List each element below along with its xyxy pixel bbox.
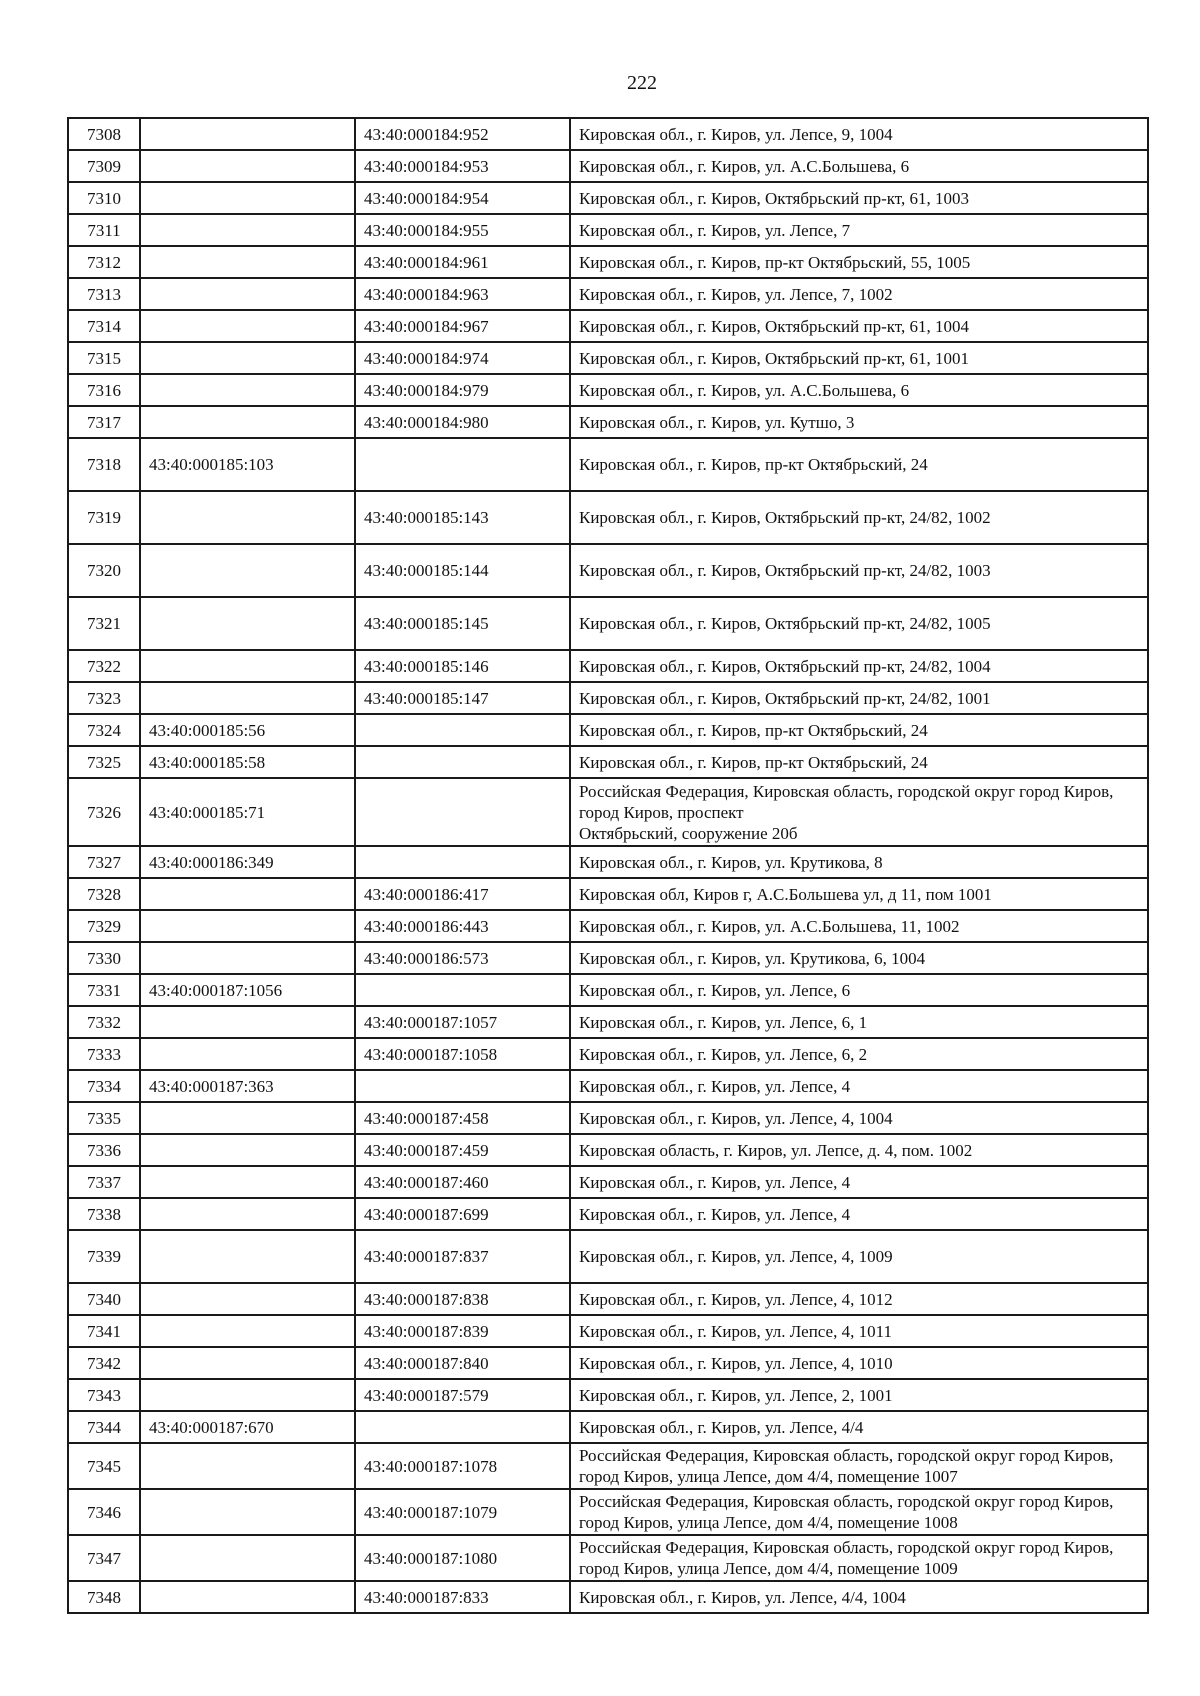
table-row [68, 1038, 1148, 1070]
table-row [68, 878, 1148, 910]
row-number-cell: 7321 [68, 597, 140, 650]
premises-cadastral-cell [355, 1411, 570, 1443]
address-cell: Кировская обл., г. Киров, ул. Кутшо, 3 [570, 406, 1148, 438]
row-number-cell: 7319 [68, 491, 140, 544]
address-cell: Кировская обл., г. Киров, Октябрьский пр-кт, 24/82, 1002 [570, 491, 1148, 544]
cadastral-number-cell [140, 278, 355, 310]
row-number-cell: 7343 [68, 1379, 140, 1411]
address-cell: Российская Федерация, Кировская область, городской округ город Киров, город Киров, улица Лепсе, дом 4/4, помещение 1009 [570, 1535, 1148, 1581]
row-number-cell: 7322 [68, 650, 140, 682]
table-row [68, 682, 1148, 714]
table-row [68, 746, 1148, 778]
address-cell: Кировская обл., г. Киров, Октябрьский пр-кт, 24/82, 1001 [570, 682, 1148, 714]
address-cell: Кировская обл., г. Киров, ул. Крутикова, 8 [570, 846, 1148, 878]
table-row [68, 1070, 1148, 1102]
premises-cadastral-cell: 43:40:000184:980 [355, 406, 570, 438]
row-number-cell: 7312 [68, 246, 140, 278]
row-number-cell: 7337 [68, 1166, 140, 1198]
cadastral-number-cell [140, 650, 355, 682]
address-cell: Кировская обл., г. Киров, ул. Лепсе, 4, 1011 [570, 1315, 1148, 1347]
premises-cadastral-cell: 43:40:000187:840 [355, 1347, 570, 1379]
premises-cadastral-cell: 43:40:000187:838 [355, 1283, 570, 1315]
cadastral-number-cell [140, 150, 355, 182]
premises-cadastral-cell: 43:40:000184:952 [355, 118, 570, 150]
row-number-cell: 7316 [68, 374, 140, 406]
table-row [68, 1535, 1148, 1581]
address-cell: Кировская обл., г. Киров, ул. А.С.Большева, 6 [570, 374, 1148, 406]
premises-cadastral-cell: 43:40:000185:145 [355, 597, 570, 650]
cadastral-number-cell [140, 1379, 355, 1411]
cadastral-number-cell [140, 246, 355, 278]
cadastral-number-cell: 43:40:000185:58 [140, 746, 355, 778]
table-row [68, 342, 1148, 374]
row-number-cell: 7348 [68, 1581, 140, 1613]
cadastral-number-cell [140, 1198, 355, 1230]
premises-cadastral-cell: 43:40:000185:146 [355, 650, 570, 682]
cadastral-number-cell [140, 406, 355, 438]
row-number-cell: 7327 [68, 846, 140, 878]
address-cell: Кировская обл., г. Киров, ул. Лепсе, 4, 1012 [570, 1283, 1148, 1315]
table-row [68, 438, 1148, 491]
table-row [68, 1283, 1148, 1315]
address-cell: Кировская обл., г. Киров, ул. Лепсе, 9, 1004 [570, 118, 1148, 150]
table-row [68, 1102, 1148, 1134]
cadastral-number-cell: 43:40:000185:71 [140, 778, 355, 846]
address-cell: Кировская обл., г. Киров, ул. А.С.Большева, 6 [570, 150, 1148, 182]
premises-cadastral-cell: 43:40:000187:837 [355, 1230, 570, 1283]
table-row [68, 1006, 1148, 1038]
premises-cadastral-cell: 43:40:000187:1058 [355, 1038, 570, 1070]
table-row [68, 597, 1148, 650]
table-row [68, 910, 1148, 942]
premises-cadastral-cell [355, 1070, 570, 1102]
table-row [68, 1166, 1148, 1198]
row-number-cell: 7345 [68, 1443, 140, 1489]
premises-cadastral-cell: 43:40:000186:417 [355, 878, 570, 910]
address-cell: Кировская обл., г. Киров, ул. Лепсе, 4 [570, 1070, 1148, 1102]
cadastral-number-cell: 43:40:000185:103 [140, 438, 355, 491]
row-number-cell: 7315 [68, 342, 140, 374]
row-number-cell: 7320 [68, 544, 140, 597]
address-cell: Кировская обл., г. Киров, Октябрьский пр-кт, 61, 1001 [570, 342, 1148, 374]
cadastral-number-cell [140, 597, 355, 650]
table-row [68, 1230, 1148, 1283]
premises-cadastral-cell: 43:40:000187:459 [355, 1134, 570, 1166]
table-row [68, 544, 1148, 597]
address-cell: Кировская обл., г. Киров, Октябрьский пр-кт, 24/82, 1004 [570, 650, 1148, 682]
address-cell: Кировская обл., г. Киров, ул. Лепсе, 4 [570, 1198, 1148, 1230]
registry-body [68, 118, 1148, 1613]
table-row [68, 214, 1148, 246]
row-number-cell: 7309 [68, 150, 140, 182]
table-row [68, 1134, 1148, 1166]
table-row [68, 1198, 1148, 1230]
table-row [68, 778, 1148, 846]
cadastral-number-cell [140, 1315, 355, 1347]
row-number-cell: 7344 [68, 1411, 140, 1443]
cadastral-number-cell [140, 342, 355, 374]
table-row [68, 310, 1148, 342]
address-cell: Кировская обл., г. Киров, ул. Лепсе, 6 [570, 974, 1148, 1006]
address-cell: Кировская обл., г. Киров, ул. Лепсе, 7 [570, 214, 1148, 246]
row-number-cell: 7323 [68, 682, 140, 714]
premises-cadastral-cell: 43:40:000184:979 [355, 374, 570, 406]
cadastral-number-cell [140, 1443, 355, 1489]
row-number-cell: 7330 [68, 942, 140, 974]
premises-cadastral-cell: 43:40:000186:573 [355, 942, 570, 974]
premises-cadastral-cell: 43:40:000187:579 [355, 1379, 570, 1411]
row-number-cell: 7331 [68, 974, 140, 1006]
row-number-cell: 7317 [68, 406, 140, 438]
address-cell: Кировская обл., г. Киров, ул. Лепсе, 6, 1 [570, 1006, 1148, 1038]
premises-cadastral-cell: 43:40:000184:974 [355, 342, 570, 374]
address-cell: Кировская обл., г. Киров, ул. Лепсе, 4, 1010 [570, 1347, 1148, 1379]
table-row [68, 118, 1148, 150]
address-cell: Российская Федерация, Кировская область, городской округ город Киров, город Киров, улица Лепсе, дом 4/4, помещение 1007 [570, 1443, 1148, 1489]
table-row [68, 846, 1148, 878]
premises-cadastral-cell [355, 746, 570, 778]
table-row [68, 1443, 1148, 1489]
cadastral-number-cell [140, 544, 355, 597]
row-number-cell: 7318 [68, 438, 140, 491]
cadastral-number-cell [140, 1347, 355, 1379]
row-number-cell: 7313 [68, 278, 140, 310]
cadastral-number-cell [140, 1134, 355, 1166]
cadastral-number-cell: 43:40:000187:670 [140, 1411, 355, 1443]
cadastral-number-cell [140, 182, 355, 214]
premises-cadastral-cell: 43:40:000184:954 [355, 182, 570, 214]
premises-cadastral-cell [355, 778, 570, 846]
row-number-cell: 7314 [68, 310, 140, 342]
row-number-cell: 7311 [68, 214, 140, 246]
table-row [68, 714, 1148, 746]
row-number-cell: 7335 [68, 1102, 140, 1134]
address-cell: Кировская обл., г. Киров, ул. Крутикова, 6, 1004 [570, 942, 1148, 974]
premises-cadastral-cell: 43:40:000185:143 [355, 491, 570, 544]
row-number-cell: 7340 [68, 1283, 140, 1315]
premises-cadastral-cell: 43:40:000184:953 [355, 150, 570, 182]
premises-cadastral-cell: 43:40:000185:144 [355, 544, 570, 597]
cadastral-number-cell [140, 118, 355, 150]
page-number: 222 [627, 72, 657, 94]
table-row [68, 1581, 1148, 1613]
table-row [68, 942, 1148, 974]
row-number-cell: 7336 [68, 1134, 140, 1166]
premises-cadastral-cell [355, 846, 570, 878]
address-cell: Кировская обл., г. Киров, ул. Лепсе, 4, 1004 [570, 1102, 1148, 1134]
address-cell: Кировская обл., г. Киров, Октябрьский пр-кт, 61, 1003 [570, 182, 1148, 214]
cadastral-number-cell: 43:40:000185:56 [140, 714, 355, 746]
address-cell: Кировская обл., г. Киров, Октябрьский пр-кт, 24/82, 1005 [570, 597, 1148, 650]
table-row [68, 246, 1148, 278]
row-number-cell: 7346 [68, 1489, 140, 1535]
row-number-cell: 7324 [68, 714, 140, 746]
cadastral-number-cell [140, 1230, 355, 1283]
row-number-cell: 7338 [68, 1198, 140, 1230]
address-cell: Кировская обл., г. Киров, пр-кт Октябрьский, 24 [570, 438, 1148, 491]
row-number-cell: 7326 [68, 778, 140, 846]
cadastral-number-cell [140, 910, 355, 942]
cadastral-number-cell: 43:40:000187:363 [140, 1070, 355, 1102]
row-number-cell: 7333 [68, 1038, 140, 1070]
address-cell: Кировская обл, Киров г, А.С.Большева ул, д 11, пом 1001 [570, 878, 1148, 910]
premises-cadastral-cell: 43:40:000187:1057 [355, 1006, 570, 1038]
registry-table [67, 117, 1149, 1614]
cadastral-number-cell [140, 1166, 355, 1198]
cadastral-number-cell [140, 682, 355, 714]
cadastral-number-cell: 43:40:000187:1056 [140, 974, 355, 1006]
cadastral-number-cell [140, 1581, 355, 1613]
premises-cadastral-cell: 43:40:000187:458 [355, 1102, 570, 1134]
premises-cadastral-cell [355, 714, 570, 746]
premises-cadastral-cell: 43:40:000187:699 [355, 1198, 570, 1230]
address-cell: Кировская обл., г. Киров, Октябрьский пр-кт, 61, 1004 [570, 310, 1148, 342]
premises-cadastral-cell: 43:40:000187:460 [355, 1166, 570, 1198]
address-cell: Кировская обл., г. Киров, ул. Лепсе, 4, 1009 [570, 1230, 1148, 1283]
table-row [68, 650, 1148, 682]
row-number-cell: 7342 [68, 1347, 140, 1379]
table-row [68, 374, 1148, 406]
address-cell: Кировская обл., г. Киров, пр-кт Октябрьский, 24 [570, 746, 1148, 778]
row-number-cell: 7339 [68, 1230, 140, 1283]
address-cell: Кировская обл., г. Киров, ул. Лепсе, 4 [570, 1166, 1148, 1198]
table-row [68, 1347, 1148, 1379]
address-cell: Кировская обл., г. Киров, пр-кт Октябрьский, 55, 1005 [570, 246, 1148, 278]
address-cell: Кировская обл., г. Киров, ул. Лепсе, 4/4 [570, 1411, 1148, 1443]
cadastral-number-cell: 43:40:000186:349 [140, 846, 355, 878]
address-cell: Кировская обл., г. Киров, ул. А.С.Большева, 11, 1002 [570, 910, 1148, 942]
cadastral-number-cell [140, 1489, 355, 1535]
cadastral-number-cell [140, 942, 355, 974]
address-cell: Российская Федерация, Кировская область, городской округ город Киров, город Киров, проспект Октябрьский, сооружение 20б [570, 778, 1148, 846]
premises-cadastral-cell [355, 974, 570, 1006]
cadastral-number-cell [140, 1535, 355, 1581]
row-number-cell: 7332 [68, 1006, 140, 1038]
table-row [68, 1379, 1148, 1411]
row-number-cell: 7328 [68, 878, 140, 910]
premises-cadastral-cell: 43:40:000184:963 [355, 278, 570, 310]
table-row [68, 1489, 1148, 1535]
address-cell: Кировская обл., г. Киров, ул. Лепсе, 7, 1002 [570, 278, 1148, 310]
table-row [68, 150, 1148, 182]
table-row [68, 1315, 1148, 1347]
cadastral-number-cell [140, 1283, 355, 1315]
cadastral-number-cell [140, 374, 355, 406]
premises-cadastral-cell [355, 438, 570, 491]
premises-cadastral-cell: 43:40:000184:967 [355, 310, 570, 342]
table-row [68, 491, 1148, 544]
address-cell: Кировская обл., г. Киров, пр-кт Октябрьский, 24 [570, 714, 1148, 746]
address-cell: Российская Федерация, Кировская область, городской округ город Киров, город Киров, улица Лепсе, дом 4/4, помещение 1008 [570, 1489, 1148, 1535]
row-number-cell: 7310 [68, 182, 140, 214]
address-cell: Кировская обл., г. Киров, ул. Лепсе, 2, 1001 [570, 1379, 1148, 1411]
row-number-cell: 7325 [68, 746, 140, 778]
cadastral-number-cell [140, 1038, 355, 1070]
table-row [68, 278, 1148, 310]
premises-cadastral-cell: 43:40:000186:443 [355, 910, 570, 942]
cadastral-number-cell [140, 878, 355, 910]
table-row [68, 974, 1148, 1006]
premises-cadastral-cell: 43:40:000187:1079 [355, 1489, 570, 1535]
table-row [68, 1411, 1148, 1443]
row-number-cell: 7347 [68, 1535, 140, 1581]
premises-cadastral-cell: 43:40:000187:839 [355, 1315, 570, 1347]
cadastral-number-cell [140, 310, 355, 342]
table-row [68, 182, 1148, 214]
premises-cadastral-cell: 43:40:000187:1078 [355, 1443, 570, 1489]
row-number-cell: 7308 [68, 118, 140, 150]
cadastral-number-cell [140, 214, 355, 246]
row-number-cell: 7329 [68, 910, 140, 942]
premises-cadastral-cell: 43:40:000187:833 [355, 1581, 570, 1613]
table-row [68, 406, 1148, 438]
row-number-cell: 7341 [68, 1315, 140, 1347]
premises-cadastral-cell: 43:40:000185:147 [355, 682, 570, 714]
premises-cadastral-cell: 43:40:000187:1080 [355, 1535, 570, 1581]
address-cell: Кировская область, г. Киров, ул. Лепсе, д. 4, пом. 1002 [570, 1134, 1148, 1166]
cadastral-number-cell [140, 491, 355, 544]
address-cell: Кировская обл., г. Киров, ул. Лепсе, 4/4, 1004 [570, 1581, 1148, 1613]
cadastral-number-cell [140, 1006, 355, 1038]
address-cell: Кировская обл., г. Киров, ул. Лепсе, 6, 2 [570, 1038, 1148, 1070]
premises-cadastral-cell: 43:40:000184:961 [355, 246, 570, 278]
address-cell: Кировская обл., г. Киров, Октябрьский пр-кт, 24/82, 1003 [570, 544, 1148, 597]
row-number-cell: 7334 [68, 1070, 140, 1102]
premises-cadastral-cell: 43:40:000184:955 [355, 214, 570, 246]
cadastral-number-cell [140, 1102, 355, 1134]
